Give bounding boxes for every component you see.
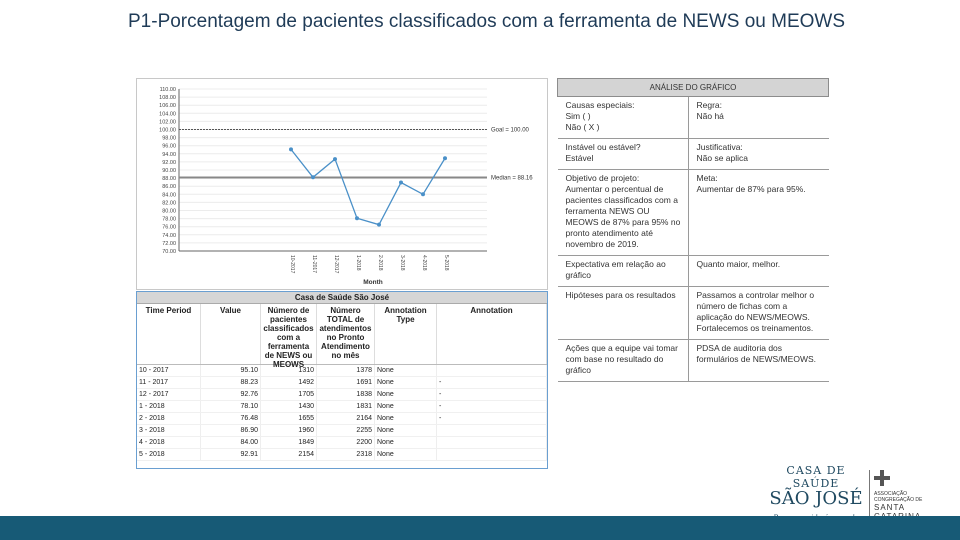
x-tick-label: 3-2018 xyxy=(399,255,405,271)
data-point xyxy=(421,192,425,196)
cell-value: 86.90 xyxy=(201,425,261,436)
cell-total-visits: 1831 xyxy=(317,401,375,412)
logo-separator xyxy=(869,470,870,516)
cell-total-visits: 1838 xyxy=(317,389,375,400)
logo-line2: SÃO JOSÉ xyxy=(769,488,863,509)
slide-title: P1-Porcentagem de pacientes classificados com a ferramenta de NEWS ou MEOWS xyxy=(128,11,846,32)
cell-annotation xyxy=(437,437,547,448)
cell-time-period: 11 - 2017 xyxy=(137,377,201,388)
cell-time-period: 5 - 2018 xyxy=(137,449,201,460)
line-chart xyxy=(137,79,547,289)
y-tick-label: 80.00 xyxy=(162,208,176,215)
analysis-header: ANÁLISE DO GRÁFICO xyxy=(558,79,829,97)
data-table-panel xyxy=(136,291,548,469)
data-point xyxy=(399,181,403,185)
x-tick-label: 2-2018 xyxy=(377,255,383,271)
y-tick-label: 100.00 xyxy=(159,127,176,134)
data-point xyxy=(443,156,447,160)
cell-annotation-type: None xyxy=(375,437,437,448)
data-table-body xyxy=(137,365,547,461)
cell-total-visits: 2200 xyxy=(317,437,375,448)
cell-value: 76.48 xyxy=(201,413,261,424)
median-label: Median = 88.16 xyxy=(491,175,533,182)
y-tick-label: 92.00 xyxy=(162,159,176,166)
cell-value: 84.00 xyxy=(201,437,261,448)
y-tick-label: 106.00 xyxy=(159,103,176,110)
cell-annotation-type: None xyxy=(375,377,437,388)
cell-total-visits: 1378 xyxy=(317,365,375,376)
table-row xyxy=(137,365,547,377)
analysis-row xyxy=(558,340,829,382)
goal-label: Goal = 100.00 xyxy=(491,127,529,134)
x-tick-label: 1-2018 xyxy=(355,255,361,271)
logo-assoc-line2: CONGREGAÇÃO DE xyxy=(874,497,923,503)
cell-annotation xyxy=(437,425,547,436)
cross-emblem-icon xyxy=(874,470,890,486)
analysis-row xyxy=(558,139,829,170)
y-tick-label: 74.00 xyxy=(162,232,176,239)
x-tick-label: 10-2017 xyxy=(289,255,295,274)
analysis-left-cell: Expectativa em relação ao gráfico xyxy=(558,256,689,287)
analysis-row xyxy=(558,170,829,256)
data-point xyxy=(311,175,315,179)
table-row xyxy=(137,425,547,437)
cell-time-period: 1 - 2018 xyxy=(137,401,201,412)
series-line xyxy=(291,149,445,224)
col-header-annotation: Annotation xyxy=(437,304,547,364)
y-tick-label: 84.00 xyxy=(162,192,176,199)
cell-num-classified: 1960 xyxy=(261,425,317,436)
chart-panel xyxy=(136,78,548,290)
analysis-right-cell: PDSA de auditoria dos formulários de NEWS/MEOWS. xyxy=(688,340,829,382)
col-header-num-classified: Número de pacientes classificados com a ferramenta de NEWS ou MEOWS xyxy=(261,304,317,364)
cell-time-period: 12 - 2017 xyxy=(137,389,201,400)
cell-num-classified: 1655 xyxy=(261,413,317,424)
hospital-logo xyxy=(766,464,946,524)
cell-annotation xyxy=(437,449,547,460)
x-tick-label: 4-2018 xyxy=(421,255,427,271)
y-tick-label: 108.00 xyxy=(159,95,176,102)
x-axis-label: Month xyxy=(363,279,383,286)
cell-num-classified: 1705 xyxy=(261,389,317,400)
analysis-right-cell: Meta: Aumentar de 87% para 95%. xyxy=(688,170,829,256)
cell-value: 88.23 xyxy=(201,377,261,388)
y-tick-label: 86.00 xyxy=(162,184,176,191)
cell-value: 95.10 xyxy=(201,365,261,376)
x-tick-label: 5-2018 xyxy=(443,255,449,271)
y-tick-label: 72.00 xyxy=(162,240,176,247)
data-point xyxy=(333,157,337,161)
col-header-total-visits: Número TOTAL de atendimentos no Pronto Atendimento no mês xyxy=(317,304,375,364)
y-tick-label: 78.00 xyxy=(162,216,176,223)
cell-num-classified: 1849 xyxy=(261,437,317,448)
logo-assoc-line1: ASSOCIAÇÃO xyxy=(874,491,908,497)
cell-annotation-type: None xyxy=(375,449,437,460)
analysis-right-cell: Regra: Não há xyxy=(688,97,829,139)
cell-annotation-type: None xyxy=(375,401,437,412)
y-tick-label: 94.00 xyxy=(162,151,176,158)
data-point xyxy=(289,147,293,151)
y-tick-label: 70.00 xyxy=(162,249,176,255)
analysis-right-cell: Passamos a controlar melhor o número de fichas com a aplicação do NEWS/MEOWS. Fortalecemos os treinamentos. xyxy=(688,287,829,340)
analysis-table xyxy=(557,78,829,382)
cell-time-period: 3 - 2018 xyxy=(137,425,201,436)
x-tick-label: 11-2017 xyxy=(311,255,317,273)
y-tick-label: 110.00 xyxy=(159,87,176,93)
y-tick-label: 102.00 xyxy=(159,119,176,126)
cell-annotation: - xyxy=(437,389,547,400)
cell-time-period: 2 - 2018 xyxy=(137,413,201,424)
table-row xyxy=(137,389,547,401)
analysis-left-cell: Causas especiais: Sim ( ) Não ( X ) xyxy=(558,97,689,139)
logo-association xyxy=(874,470,940,521)
cell-num-classified: 1310 xyxy=(261,365,317,376)
y-tick-label: 104.00 xyxy=(159,111,176,118)
table-row xyxy=(137,377,547,389)
analysis-right-cell: Justificativa: Não se aplica xyxy=(688,139,829,170)
data-point xyxy=(377,223,381,227)
y-tick-label: 76.00 xyxy=(162,224,176,231)
cell-num-classified: 2154 xyxy=(261,449,317,460)
table-row xyxy=(137,401,547,413)
footer-bar xyxy=(0,516,960,540)
analysis-row xyxy=(558,256,829,287)
col-header-value: Value xyxy=(201,304,261,364)
y-tick-label: 96.00 xyxy=(162,143,176,150)
logo-main xyxy=(766,464,866,522)
cell-annotation-type: None xyxy=(375,389,437,400)
data-table-title: Casa de Saúde São José xyxy=(137,292,547,304)
cell-annotation: - xyxy=(437,377,547,388)
y-tick-label: 82.00 xyxy=(162,200,176,207)
cell-time-period: 10 - 2017 xyxy=(137,365,201,376)
analysis-left-cell: Ações que a equipe vai tomar com base no resultado do gráfico xyxy=(558,340,689,382)
analysis-row xyxy=(558,97,829,139)
data-point xyxy=(355,216,359,220)
y-tick-label: 98.00 xyxy=(162,135,176,142)
table-row xyxy=(137,437,547,449)
cell-annotation-type: None xyxy=(375,365,437,376)
col-header-time-period: Time Period xyxy=(137,304,201,364)
cell-annotation-type: None xyxy=(375,413,437,424)
cell-annotation: - xyxy=(437,401,547,412)
cell-total-visits: 1691 xyxy=(317,377,375,388)
analysis-row xyxy=(558,287,829,340)
data-table-header xyxy=(137,304,547,369)
table-row xyxy=(137,413,547,425)
y-tick-label: 88.00 xyxy=(162,176,176,183)
col-header-annotation-type: Annotation Type xyxy=(375,304,437,364)
cell-total-visits: 2164 xyxy=(317,413,375,424)
cell-num-classified: 1430 xyxy=(261,401,317,412)
analysis-left-cell: Instável ou estável? Estável xyxy=(558,139,689,170)
analysis-left-cell: Hipóteses para os resultados xyxy=(558,287,689,340)
analysis-left-cell: Objetivo de projeto: Aumentar o percentual de pacientes classificados com a ferramenta NEWS OU MEOWS de 87% para 95% no pronto atendimento até novembro de 2019. xyxy=(558,170,689,256)
cell-annotation xyxy=(437,365,547,376)
cell-total-visits: 2318 xyxy=(317,449,375,460)
cell-annotation-type: None xyxy=(375,425,437,436)
cell-num-classified: 1492 xyxy=(261,377,317,388)
cell-value: 92.91 xyxy=(201,449,261,460)
cell-value: 92.76 xyxy=(201,389,261,400)
x-tick-label: 12-2017 xyxy=(333,255,339,274)
cell-annotation: - xyxy=(437,413,547,424)
y-tick-label: 90.00 xyxy=(162,168,176,174)
analysis-right-cell: Quanto maior, melhor. xyxy=(688,256,829,287)
logo-line1: CASA DE SAÚDE xyxy=(786,464,846,490)
cell-total-visits: 2255 xyxy=(317,425,375,436)
logo-assoc-line3: SANTA xyxy=(874,503,906,512)
table-row xyxy=(137,449,547,461)
cell-value: 78.10 xyxy=(201,401,261,412)
cell-time-period: 4 - 2018 xyxy=(137,437,201,448)
